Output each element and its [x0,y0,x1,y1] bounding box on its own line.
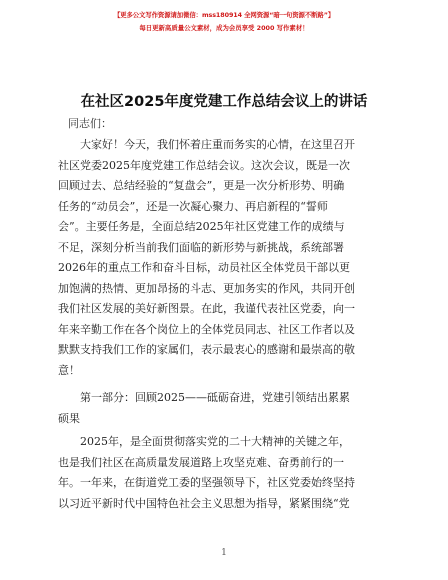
section-heading-part-one [58,388,388,429]
paragraph-opening [58,135,388,381]
text-line: 也是我们社区在高质量发展道路上攻坚克难、奋勇前行的一 [58,455,344,469]
text-line: 年。一年来，在街道党工委的坚强领导下，社区党委始终坚持 [58,476,355,489]
text-line: 年来辛勤工作在各个岗位上的全体党员同志、社区工作者以及 [58,322,355,336]
text-line: 加饱满的热情、更加昂扬的斗志、更加务实的作风，共同开创 [58,281,355,295]
text-line: 任务的“动员会”，还是一次凝心聚力、再启新程的“誓师 [58,199,328,213]
text-line: 社区党委2025年度党建工作总结会议。这次会议，既是一次 [58,158,350,172]
text-line: 2025年，是全面贯彻落实党的二十大精神的关键之年， [58,435,350,448]
text-line: 不足，深刻分析当前我们面临的新形势与新挑战，系统部署 [58,240,344,254]
promo-line-1: 【更多公文写作资源请加微信：mss180914 全网资源“暗一句资源不断路”】 [113,11,335,19]
text-line: 以习近平新时代中国特色社会主义思想为指导，紧紧围绕“党 [58,496,350,510]
text-line: 默默支持我们工作的家属们，表示最衷心的感谢和最崇高的敬 [58,343,355,356]
text-line: 第一部分：回顾2025——砥砺奋进，党建引领结出累累 [58,391,350,404]
promo-header [0,9,448,35]
text-line: 2026年的重点工作和奋斗目标，动员社区全体党员干部以更 [58,261,350,274]
text-line: 回顾过去、总结经验的“复盘会”，更是一次分析形势、明确 [58,179,345,192]
salutation: 同志们： [68,117,112,130]
text-line: 意！ [58,363,80,377]
text-line: 大家好！今天，我们怀着庄重而务实的心情，在这里召开 [58,138,355,151]
paragraph-review [58,432,388,514]
document-title: 在社区2025年度党建工作总结会议上的讲话 [80,94,368,110]
text-line: 硕果 [58,411,80,425]
promo-line-2: 每日更新高质量公文素材，成为会员享受 2000 写作素材！ [139,24,309,32]
text-line: 我们社区发展的美好新图景。在此，我谨代表社区党委，向一 [58,302,355,315]
page-number: 1 [221,548,227,558]
text-line: 会”。主要任务是，全面总结2025年社区党建工作的成绩与 [58,220,345,233]
